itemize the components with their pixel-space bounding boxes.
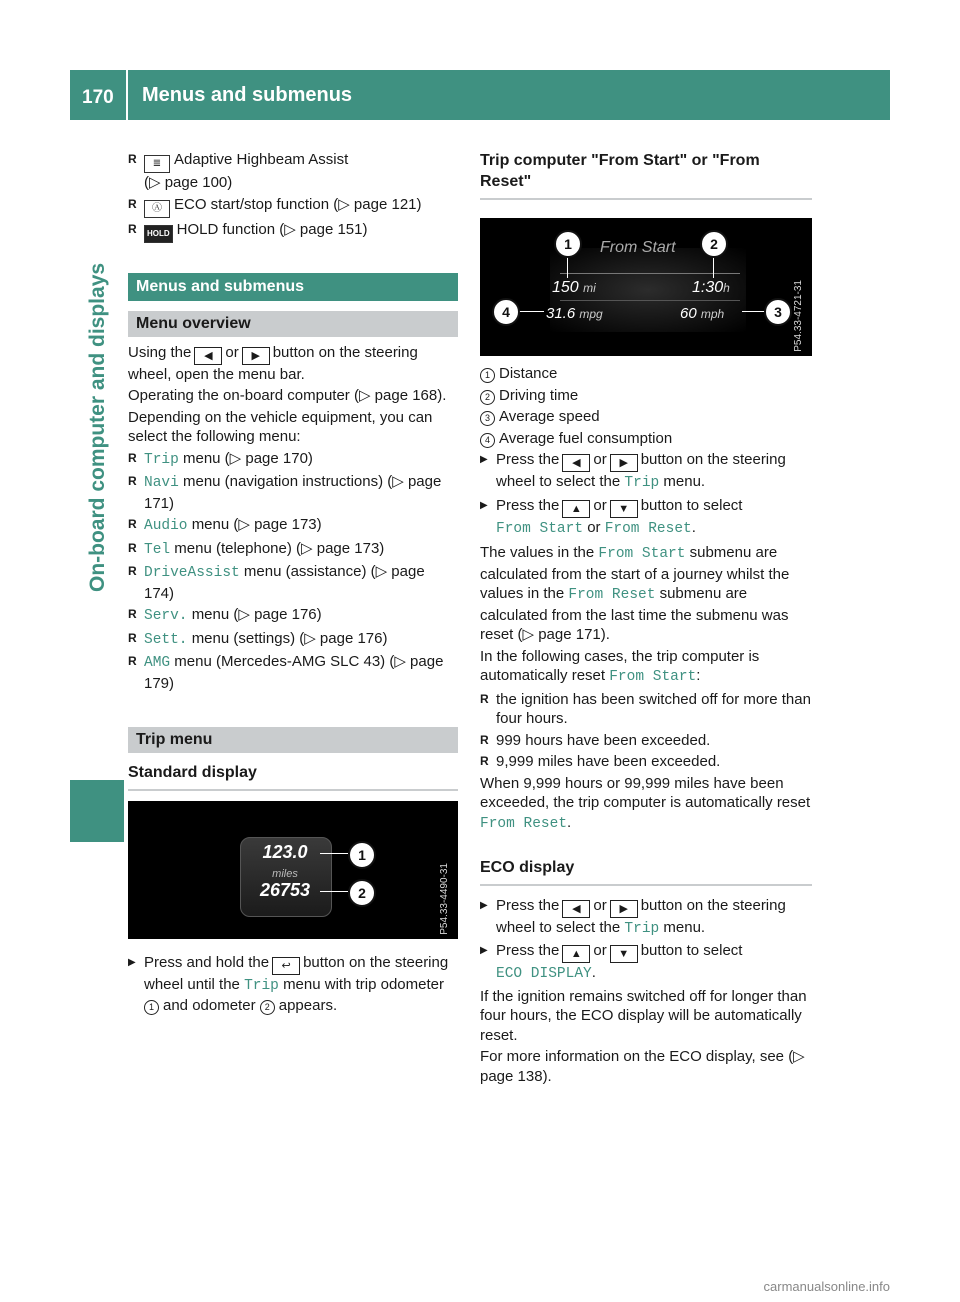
menu-name: Audio (144, 518, 188, 534)
menu-item-sett (128, 629, 458, 651)
option-name: ECO DISPLAY (496, 966, 592, 982)
menu-desc: menu (Mercedes-AMG SLC 43) (▷ page 179) (144, 653, 444, 692)
speed-unit: mph (700, 307, 725, 321)
text: and odometer (163, 997, 256, 1014)
legend-text: Driving time (499, 386, 579, 404)
callout-2: 2 (348, 879, 376, 907)
header-title: Menus and submenus (142, 84, 353, 106)
circled-number-2: 2 (260, 1000, 275, 1015)
time-number: 1:30 (692, 279, 724, 296)
side-tab (70, 122, 124, 842)
right-arrow-key-icon: ▶ (242, 347, 270, 365)
legend-text: Average speed (499, 408, 600, 425)
text: button to select (640, 942, 743, 959)
text: button on the steering wheel, open the menu bar. (128, 343, 418, 383)
callout-line (320, 891, 348, 892)
trip-computer-figure (480, 218, 812, 356)
distance-number: 150 (552, 279, 579, 296)
side-tab-block (70, 780, 124, 842)
text: . (591, 964, 596, 981)
menu-item-driveassist (128, 562, 458, 603)
speed-value (680, 304, 724, 325)
text: . (567, 813, 572, 831)
text: button to select (640, 496, 743, 514)
right-arrow-key-icon: ▶ (610, 454, 638, 472)
left-arrow-key-icon: ◀ (562, 454, 590, 472)
left-column (128, 150, 458, 1018)
option-name: From Start (598, 546, 686, 562)
menu-name: Trip (244, 977, 279, 994)
callout-1: 1 (348, 841, 376, 869)
side-tab-label: On-board computer and displays (86, 262, 109, 592)
from-start-label: From Start (600, 239, 676, 256)
figure-code: P54.33-4490-31 (438, 862, 450, 935)
menu-overview-title: Menu overview (128, 311, 458, 337)
left-arrow-key-icon: ◀ (194, 347, 222, 365)
consumption-number: 31.6 (546, 305, 576, 322)
text: Using the (128, 343, 192, 361)
assist-item-ref: (▷ page 100) (144, 174, 233, 191)
trip-menu-title: Trip menu (128, 727, 458, 753)
circled-number: 3 (480, 411, 495, 426)
reset-case: R the ignition has been switched off for more than four hours. (480, 690, 812, 729)
text: . (691, 518, 696, 536)
odometer-value: 26753 (259, 879, 311, 900)
text: Press the (496, 451, 560, 468)
menu-item-serv (128, 605, 458, 627)
divider-line (560, 300, 740, 301)
speed-number: 60 (680, 305, 697, 322)
assist-item-text: HOLD function (▷ page 151) (176, 220, 368, 238)
distance-value (552, 278, 596, 299)
legend-item (480, 429, 812, 449)
eco-para-1: If the ignition remains switched off for longer than four hours, the ECO display will be automatically reset. (480, 987, 807, 1044)
text: Press and hold the (144, 953, 270, 971)
assist-item-eco (128, 195, 458, 218)
text: menu. (663, 918, 706, 936)
menu-overview-p1 (128, 343, 458, 385)
consumption-value (546, 304, 603, 325)
text: menu with trip odometer (283, 975, 444, 993)
right-arrow-key-icon: ▶ (610, 900, 638, 918)
menu-overview-p2: Operating the on-board computer (▷ page 168). (128, 387, 447, 404)
menu-name: Navi (144, 475, 179, 491)
highbeam-icon: ≣ (144, 155, 170, 173)
text: When 9,999 hours or 99,999 miles have been exceeded, the trip computer is automatically reset (480, 774, 811, 811)
menu-desc: menu (assistance) (▷ page 174) (144, 563, 425, 602)
menu-name: AMG (144, 655, 171, 671)
menu-item-audio (128, 515, 458, 537)
text: The values in the (480, 544, 595, 561)
text: or (593, 942, 607, 959)
text: In the following cases, the trip computer is automatically reset (480, 647, 760, 684)
right-column (480, 150, 812, 1088)
text: Press the (496, 496, 560, 514)
eco-start-stop-icon: Ⓐ (144, 200, 170, 218)
trip-computer-heading: Trip computer "From Start" or "From Reset" (480, 150, 812, 200)
option-name: From Reset (604, 520, 692, 537)
down-arrow-key-icon: ▼ (610, 945, 638, 963)
watermark: carmanualsonline.info (763, 1278, 890, 1294)
callout-1: 1 (554, 230, 582, 258)
menu-item-tel (128, 539, 458, 561)
left-arrow-key-icon: ◀ (562, 900, 590, 918)
menu-name: Trip (624, 920, 660, 937)
standard-display-heading: Standard display (128, 763, 458, 791)
trip-para-1 (480, 543, 812, 645)
menu-desc: menu (navigation instructions) (▷ page 171) (144, 473, 442, 512)
up-arrow-key-icon: ▲ (562, 945, 590, 963)
reset-case: R 9,999 miles have been exceeded. (480, 752, 812, 772)
text: menu. (663, 473, 706, 490)
circled-number: 1 (480, 368, 495, 383)
legend-text: Average fuel consumption (499, 429, 673, 447)
option-name: From Start (496, 520, 584, 537)
menu-name: Serv. (144, 608, 188, 624)
option-name: From Start (609, 669, 697, 685)
menu-item-trip (128, 449, 458, 471)
callout-4: 4 (492, 298, 520, 326)
text: or (225, 343, 239, 361)
text: appears. (278, 997, 338, 1014)
legend-item (480, 386, 812, 406)
menu-desc: menu (▷ page 170) (182, 449, 313, 467)
menu-name: Trip (144, 451, 179, 468)
text: or (593, 496, 607, 514)
menu-name: DriveAssist (144, 565, 240, 581)
trip-para-3 (480, 774, 812, 835)
menu-desc: menu (settings) (▷ page 176) (191, 629, 388, 647)
text: Press the (496, 942, 560, 959)
consumption-unit: mpg (579, 307, 603, 321)
text: button on the steering wheel until the (144, 953, 449, 993)
eco-step-1 (480, 896, 812, 940)
menu-name: Sett. (144, 631, 188, 648)
circled-number: 2 (480, 390, 495, 405)
eco-display-heading: ECO display (480, 858, 812, 886)
time-unit: h (723, 281, 730, 295)
callout-line (320, 853, 348, 854)
standard-display-figure (128, 801, 458, 939)
option-name: From Reset (568, 587, 656, 603)
assist-item-hold (128, 220, 458, 243)
text: or (587, 518, 601, 536)
page-number: 170 (82, 87, 114, 108)
eco-step-2 (480, 941, 812, 985)
legend-text: Distance (499, 365, 558, 382)
text: Press the (496, 896, 560, 914)
back-key-icon: ↩ (272, 957, 300, 975)
trip-odometer-value: 123.0 (262, 841, 308, 862)
callout-line (742, 311, 766, 312)
menu-desc: menu (▷ page 173) (191, 516, 322, 533)
odometer-unit: miles (272, 867, 298, 880)
legend-item (480, 407, 812, 427)
assist-item-text: Adaptive Highbeam Assist (174, 151, 349, 168)
menu-list (128, 449, 458, 694)
text: or (593, 896, 607, 914)
menu-name: Trip (624, 475, 660, 491)
text: button on the steering wheel to select the (496, 451, 786, 490)
up-arrow-key-icon: ▲ (562, 500, 590, 518)
text: : (696, 667, 701, 684)
distance-unit: mi (583, 281, 596, 295)
menu-desc: menu (▷ page 176) (191, 606, 322, 623)
circled-number-1: 1 (144, 1000, 159, 1015)
assist-item-highbeam (128, 150, 458, 193)
text: submenu are calculated from the last time the submenu was reset (▷ page 171). (480, 585, 789, 643)
time-value (692, 278, 730, 299)
trip-step-1 (480, 450, 812, 494)
menu-item-navi (128, 472, 458, 513)
trip-para-2 (480, 647, 812, 688)
figure-code: P54.33-4721-31 (792, 280, 804, 352)
down-arrow-key-icon: ▼ (610, 500, 638, 518)
text: or (593, 451, 607, 468)
figure-legend (480, 364, 812, 448)
circled-number: 4 (480, 433, 495, 448)
reset-case: R 999 hours have been exceeded. (480, 731, 812, 751)
text: submenu are calculated from the start of a journey whilst the values in the (480, 544, 790, 602)
menu-name: Tel (144, 541, 171, 558)
menu-overview-p3: Depending on the vehicle equipment, you can select the following menu: (128, 408, 433, 445)
callout-2: 2 (700, 230, 728, 258)
header-divider (126, 70, 128, 120)
text: button on the steering wheel to select the (496, 896, 786, 936)
eco-para-2: For more information on the ECO display, see (▷ page 138). (480, 1048, 805, 1085)
menu-desc: menu (telephone) (▷ page 173) (174, 539, 385, 557)
trip-menu-step (128, 953, 458, 1016)
menu-item-amg (128, 652, 458, 693)
hold-icon: HOLD (144, 225, 173, 243)
legend-item (480, 364, 812, 384)
callout-3: 3 (764, 298, 792, 326)
trip-step-2 (480, 496, 812, 540)
assist-item-text: ECO start/stop function (▷ page 121) (174, 195, 422, 213)
option-name: From Reset (480, 815, 568, 832)
section-title: Menus and submenus (128, 273, 458, 301)
